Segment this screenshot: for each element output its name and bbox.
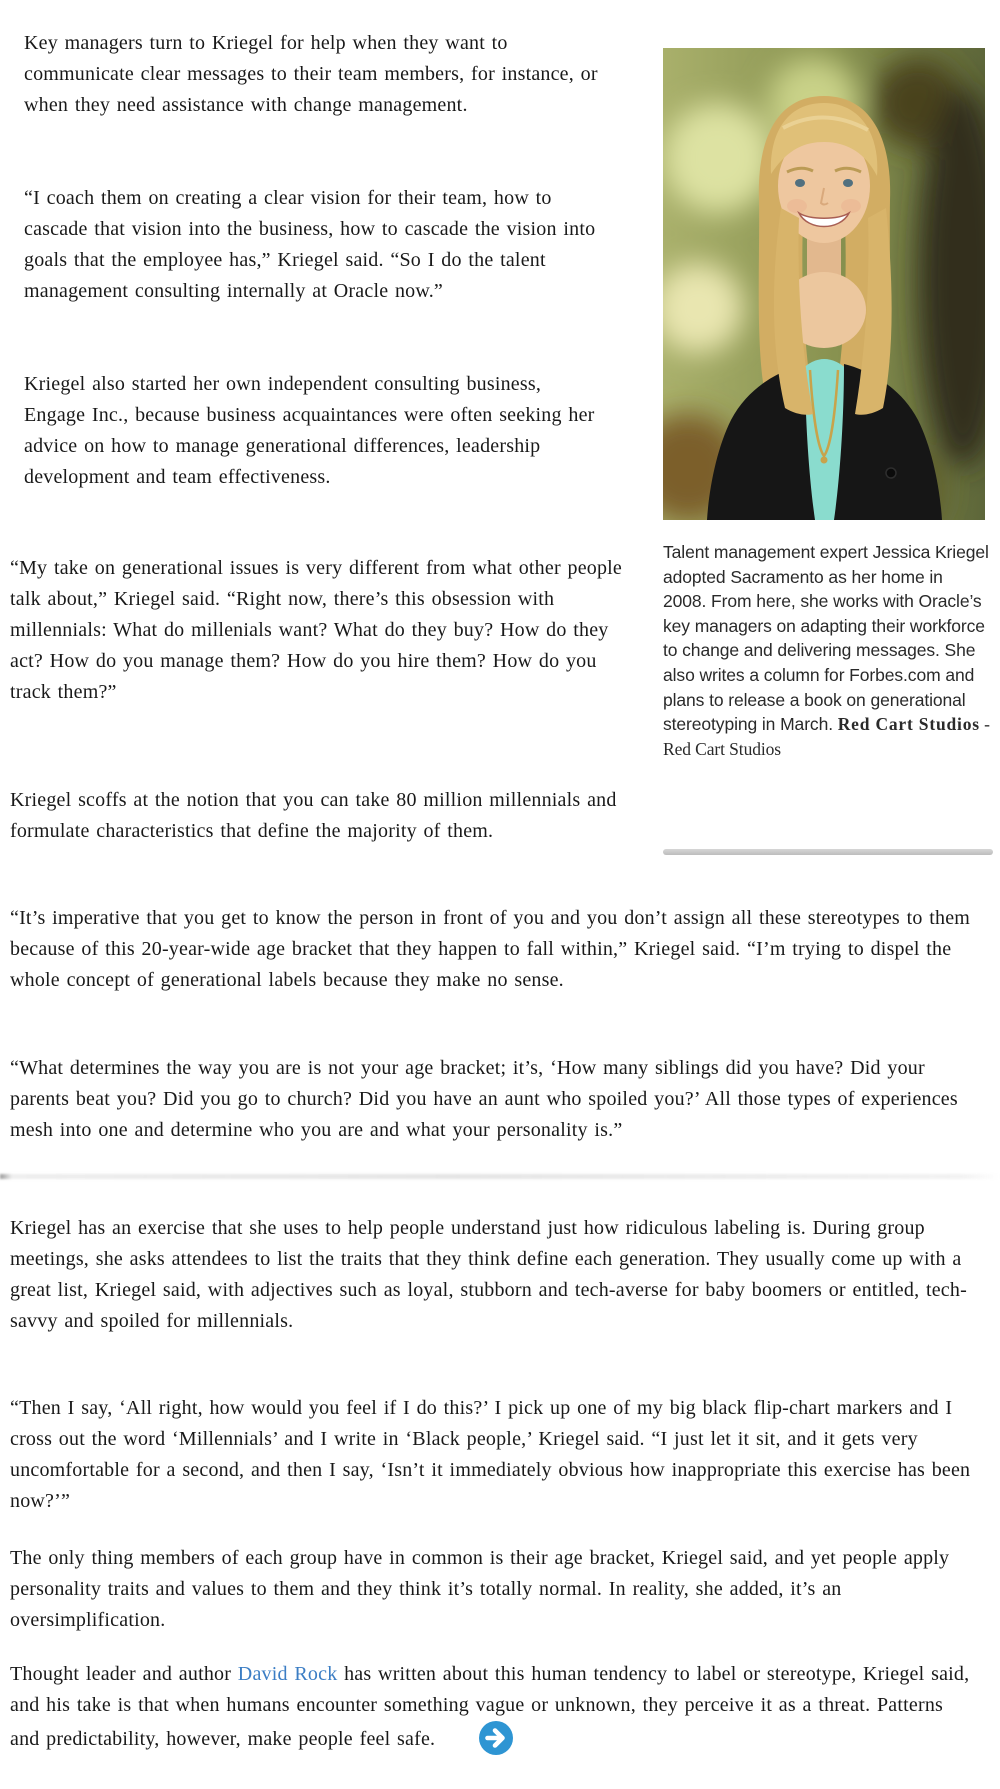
- article-paragraph-6: “It’s imperative that you get to know the person in front of you and you don’t assign all these stereotypes to them because of this 20-year-wide age bracket that they happen to fall within,” Kriegel said. “I’m trying to dispel the whole concept of generational labels because they make no sense.: [10, 907, 971, 991]
- caption-text: Talent management expert Jessica Kriegel adopted Sacramento as her home in 2008. From here, she works with Oracle’s key managers on adapting their workforce to change and delivering messages. She also writes a column for Forbes.com and plans to release a book on generational stereotyping in March.: [663, 542, 989, 735]
- article-paragraph-10: The only thing members of each group have in common is their age bracket, Kriegel said, and yet people apply personality traits and values to them and they think it’s totally normal. In reality, she added, it’s an oversimplification.: [10, 1547, 950, 1631]
- article-paragraph-11: [10, 1659, 978, 1755]
- article-paragraph-3: Kriegel also started her own independent consulting business, Engage Inc., because business acquaintances were often seeking her advice on how to manage generational differences, leadership development and team effectiveness.: [24, 373, 595, 488]
- article-paragraph-2: “I coach them on creating a clear vision for their team, how to cascade that vision into the business, how to cascade the vision into goals that the employee has,” Kriegel said. “So I do the talent management consulting internally at Oracle now.”: [24, 187, 596, 302]
- paragraph-text: Thought leader and author: [10, 1663, 238, 1685]
- screenshot-stitch-shadow: [0, 1174, 1000, 1179]
- article-paragraph-1: Key managers turn to Kriegel for help when they want to communicate clear messages to their team members, for instance, or when they need assistance with change management.: [24, 32, 598, 116]
- article-paragraph-5: Kriegel scoffs at the notion that you can take 80 million millennials and formulate characteristics that define the majority of them.: [10, 789, 617, 842]
- photo-credit-source: - Red Cart Studios: [663, 714, 990, 759]
- photo-caption: [663, 540, 990, 761]
- article-paragraph-9: “Then I say, ‘All right, how would you feel if I do this?’ I pick up one of my big black flip-chart markers and I cross out the word ‘Millennials’ and I write in ‘Black people,’ Kriegel said. “I just let it sit, and it gets very uncomfortable for a second, and then I say, ‘Isn’t it immediately obvious how inappropriate this exercise has been now?’”: [10, 1397, 971, 1512]
- article-paragraph-4: “My take on generational issues is very different from what other people talk about,” Kriegel said. “Right now, there’s this obsession with millennials: What do millenials want? What do they buy? How do they act? How do you manage them? How do you hire them? How do you track them?”: [10, 557, 623, 703]
- article-photo-jessica-kriegel: [663, 48, 985, 520]
- paragraph-text: has written about this human tendency to label or stereotype, Kriegel said, and his take is that when humans encounter something vague or unknown, they perceive it as a threat. Patterns and predictability, however, make people feel safe.: [10, 1663, 970, 1750]
- right-arrow-icon[interactable]: [479, 1721, 513, 1755]
- article-paragraph-7: “What determines the way you are is not your age bracket; it’s, ‘How many siblings did you have? Did your parents beat you? Did you go to church? Did you have an aunt who spoiled you?’ All those types of experiences mesh into one and determine who you are and what your personality is.”: [10, 1057, 958, 1141]
- photo-credit: Red Cart Studios: [837, 714, 980, 735]
- david-rock-link[interactable]: David Rock: [237, 1663, 338, 1685]
- caption-divider: [663, 849, 993, 855]
- article-paragraph-8: Kriegel has an exercise that she uses to help people understand just how ridiculous labeling is. During group meetings, she asks attendees to list the traits that they think define each generation. They usually come up with a great list, Kriegel said, with adjectives such as loyal, stubborn and tech-averse for baby boomers or entitled, tech-savvy and spoiled for millennials.: [10, 1217, 967, 1332]
